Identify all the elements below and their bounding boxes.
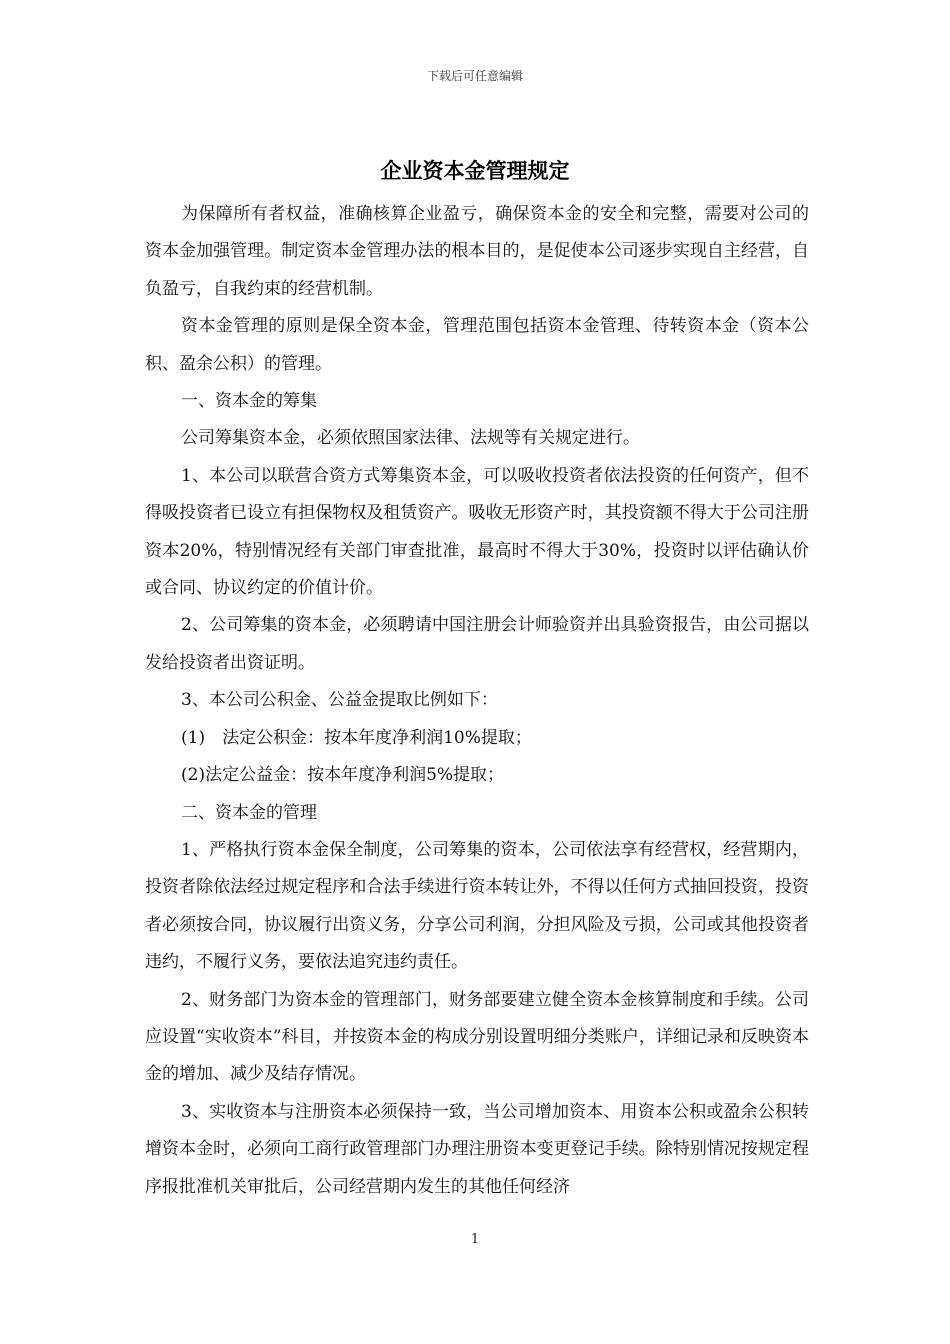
header-note: 下载后可任意编辑: [426, 69, 523, 83]
section-heading-raising: 一、资本金的筹集: [181, 391, 317, 412]
paragraph-management-item-3: 3、实收资本与注册资本必须保持一致，当公司增加资本、用资本公积或盈余公积转增资本金时，必须向工商行政管理部门办理注册资本变更登记手续。除特别情况按规定程序报批准机关审批后，公司经营期内发生的其他任何经济: [145, 1101, 809, 1197]
document-title: 企业资本金管理规定: [380, 158, 570, 183]
paragraph-management-item-2: 2、财务部门为资本金的管理部门，财务部要建立健全资本金核算制度和手续。公司应设置“实收资本”科目，并按资本金的构成分别设置明细分类账户，详细记录和反映资本金的增加、减少及结存情况。: [145, 989, 809, 1085]
paragraph-intro: 为保障所有者权益，准确核算企业盈亏，确保资本金的安全和完整，需要对公司的资本金加强管理。制定资本金管理办法的根本目的，是促使本公司逐步实现自主经营，自负盈亏，自我约束的经营机制。: [145, 204, 809, 299]
paragraph-sub-item-2: (2)法定公益金：按本年度净利润5%提取；: [181, 765, 505, 786]
paragraph-raising-item-3: 3、本公司公积金、公益金提取比例如下：: [181, 690, 498, 711]
paragraph-principle: 资本金管理的原则是保全资本金，管理范围包括资本金管理、待转资本金（资本公积、盈余公积）的管理。: [145, 316, 809, 374]
paragraph-sub-item-1: (1) 法定公积金：按本年度净利润10%提取；: [181, 727, 532, 748]
paragraph-raising-rule: 公司筹集资本金，必须依照国家法律、法规等有关规定进行。: [181, 428, 640, 449]
paragraph-raising-item-1: 1、本公司以联营合资方式筹集资本金，可以吸收投资者依法投资的任何资产，但不得吸投资者已设立有担保物权及租赁资产。吸收无形资产时，其投资额不得大于公司注册资本20%，特别情况经有关部门审查批准，最高时不得大于30%，投资时以评估确认价或合同、协议约定的价值计价。: [145, 465, 809, 599]
paragraph-raising-item-2: 2、公司筹集的资本金，必须聘请中国注册会计师验资并出具验资报告，由公司据以发给投资者出资证明。: [145, 615, 809, 673]
page-number: 1: [470, 1232, 480, 1247]
document-body: [145, 196, 809, 1206]
paragraph-management-item-1: 1、严格执行资本金保全制度，公司筹集的资本，公司依法享有经营权，经营期内，投资者除依法经过规定程序和合法手续进行资本转让外，不得以任何方式抽回投资，投资者必须按合同，协议履行出资义务，分享公司利润，分担风险及亏损，公司或其他投资者违约，不履行义务，要依法追究违约责任。: [145, 839, 809, 973]
section-heading-management: 二、资本金的管理: [181, 802, 317, 823]
